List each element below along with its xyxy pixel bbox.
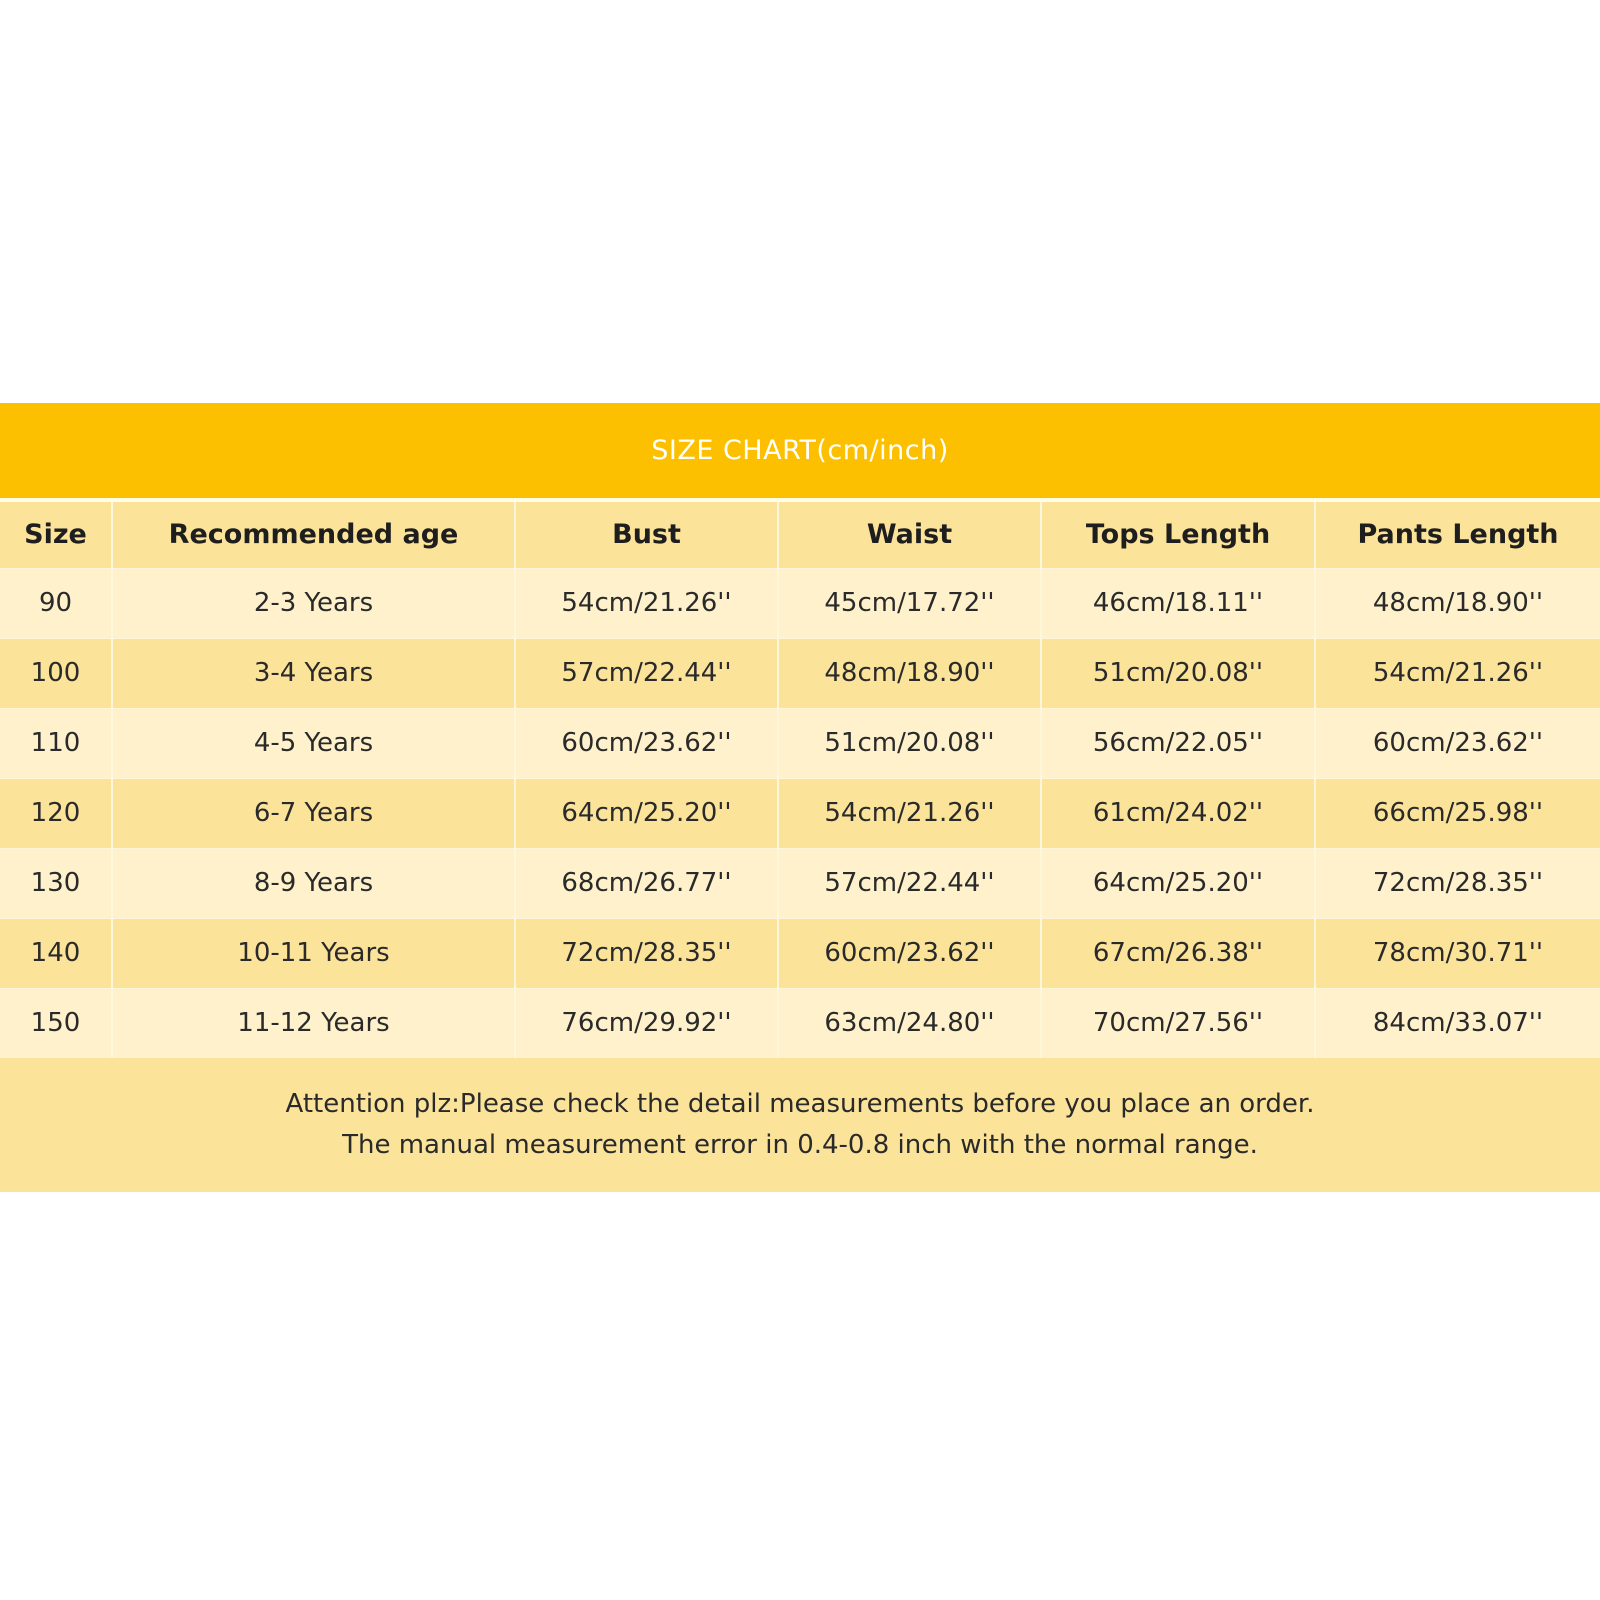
cell-pants-length: 48cm/18.90''	[1372, 588, 1544, 618]
size-table	[0, 502, 1600, 1058]
cell-bust: 68cm/26.77''	[515, 848, 778, 918]
cell-waist: 51cm/20.08''	[778, 708, 1041, 778]
table-row	[0, 638, 1600, 708]
cell-size: 90	[0, 568, 112, 638]
header-tops-length: Tops Length	[1041, 502, 1315, 568]
table-row	[0, 568, 1600, 638]
cell-waist: 54cm/21.26''	[778, 778, 1041, 848]
table-row	[0, 988, 1600, 1058]
cell-pants-length: 54cm/21.26''	[1372, 658, 1544, 688]
cell-tops-length: 70cm/27.56''	[1041, 988, 1315, 1058]
cell-size: 140	[0, 918, 112, 988]
header-bust: Bust	[515, 502, 778, 568]
cell-tops-length: 56cm/22.05''	[1041, 708, 1315, 778]
cell-pants-length: 66cm/25.98''	[1372, 798, 1544, 828]
attention-line-1: Attention plz:Please check the detail measurements before you place an order.	[285, 1089, 1315, 1119]
cell-age: 2-3 Years	[112, 568, 515, 638]
table-header-row	[0, 502, 1600, 568]
cell-size: 120	[0, 778, 112, 848]
cell-waist: 60cm/23.62''	[778, 918, 1041, 988]
table-row	[0, 848, 1600, 918]
cell-waist: 63cm/24.80''	[778, 988, 1041, 1058]
cell-tops-length: 61cm/24.02''	[1041, 778, 1315, 848]
cell-pants-length: 84cm/33.07''	[1372, 1008, 1544, 1039]
header-recommended-age: Recommended age	[112, 502, 515, 568]
cell-age: 11-12 Years	[112, 988, 515, 1058]
cell-bust: 76cm/29.92''	[515, 988, 778, 1058]
table-row	[0, 778, 1600, 848]
cell-size: 150	[0, 988, 112, 1058]
cell-waist: 57cm/22.44''	[778, 848, 1041, 918]
cell-pants-length: 78cm/30.71''	[1372, 938, 1544, 968]
cell-bust: 54cm/21.26''	[515, 568, 778, 638]
cell-age: 10-11 Years	[112, 918, 515, 988]
cell-bust: 64cm/25.20''	[515, 778, 778, 848]
size-chart	[0, 403, 1600, 1192]
cell-tops-length: 46cm/18.11''	[1041, 568, 1315, 638]
table-row	[0, 918, 1600, 988]
cell-age: 3-4 Years	[112, 638, 515, 708]
cell-age: 4-5 Years	[112, 708, 515, 778]
cell-age: 6-7 Years	[112, 778, 515, 848]
table-row	[0, 708, 1600, 778]
cell-size: 130	[0, 848, 112, 918]
header-pants-length: Pants Length	[1357, 519, 1559, 551]
cell-tops-length: 51cm/20.08''	[1041, 638, 1315, 708]
cell-pants-length: 60cm/23.62''	[1372, 728, 1544, 758]
cell-age: 8-9 Years	[112, 848, 515, 918]
cell-pants-length: 72cm/28.35''	[1372, 868, 1544, 898]
cell-bust: 57cm/22.44''	[515, 638, 778, 708]
cell-bust: 72cm/28.35''	[515, 918, 778, 988]
size-chart-title: SIZE CHART(cm/inch)	[0, 403, 1600, 498]
cell-bust: 60cm/23.62''	[515, 708, 778, 778]
cell-tops-length: 64cm/25.20''	[1041, 848, 1315, 918]
cell-tops-length: 67cm/26.38''	[1041, 918, 1315, 988]
header-waist: Waist	[778, 502, 1041, 568]
header-size: Size	[0, 502, 112, 568]
attention-notes	[0, 1058, 1600, 1192]
attention-line-2: The manual measurement error in 0.4-0.8 inch with the normal range.	[342, 1130, 1258, 1160]
cell-waist: 48cm/18.90''	[778, 638, 1041, 708]
cell-size: 100	[0, 638, 112, 708]
cell-waist: 45cm/17.72''	[778, 568, 1041, 638]
cell-size: 110	[0, 708, 112, 778]
